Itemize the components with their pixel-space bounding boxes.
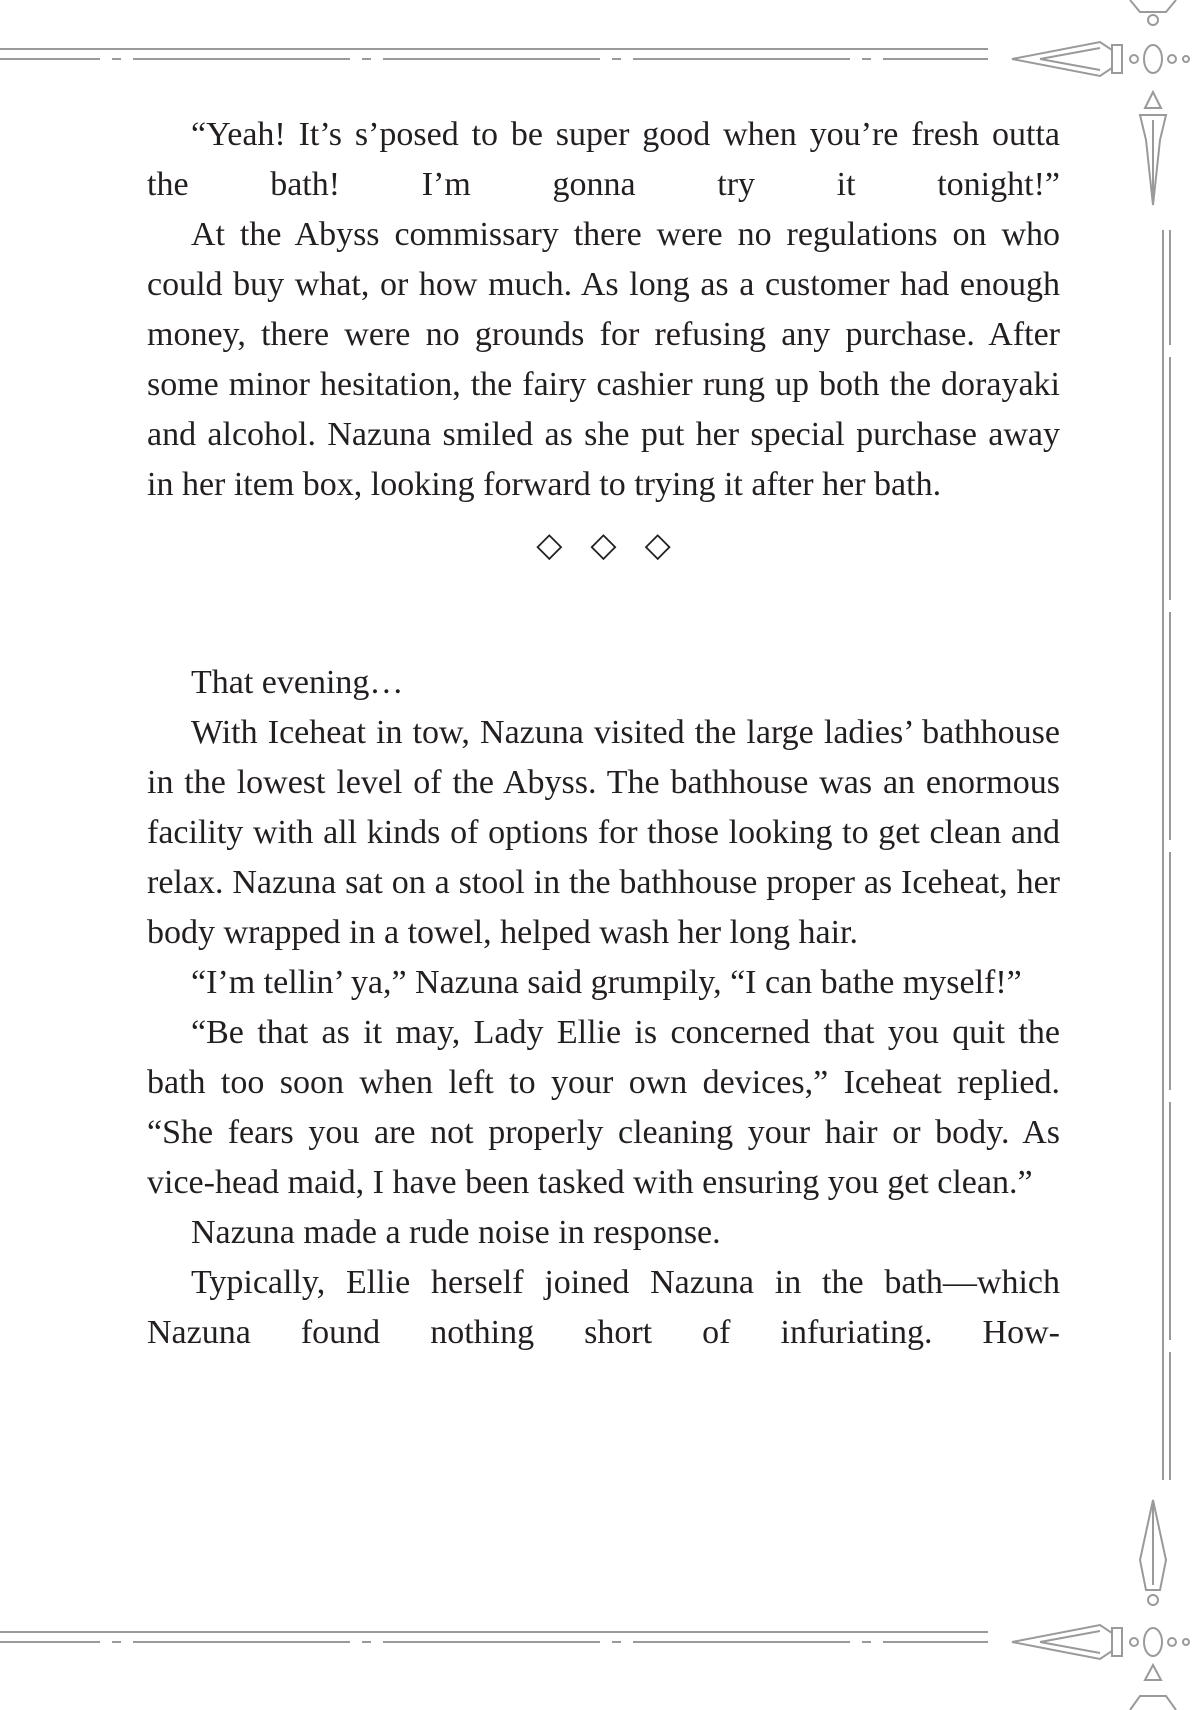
paragraph: Typically, Ellie herself joined Nazuna in the bath—which Nazuna found nothing short of infuriating. How- — [147, 1264, 1060, 1351]
diamond-ornament-icon: ◇ — [590, 525, 617, 565]
right-border — [1163, 230, 1170, 1480]
paragraph: Nazuna made a rude noise in response. — [191, 1214, 721, 1251]
book-text — [147, 110, 1060, 1358]
diamond-ornament-icon: ◇ — [536, 525, 563, 565]
paragraph: At the Abyss commissary there were no regulations on who could buy what, or how much. As long as a customer had enough money, there were no grounds for refusing any purchase. After some minor hesitation, the fairy cashier rung up both the dorayaki and alcohol. Nazuna smiled as she put her special purchase away in her item box, looking forward to trying it after her bath. — [147, 216, 1060, 503]
paragraph: With Iceheat in tow, Nazuna visited the large ladies’ bathhouse in the lowest level of the Abyss. The bathhouse was an enormous facility with all kinds of options for those looking to get clean and relax. Nazuna sat on a stool in the bathhouse proper as Iceheat, her body wrapped in a towel, helped wash her long hair. — [147, 714, 1060, 951]
top-border — [0, 49, 988, 59]
corner-ornament-bottom — [1012, 1500, 1189, 1710]
paragraph: “Be that as it may, Lady Ellie is concerned that you quit the bath too soon when left to your own devices,” Iceheat replied. “She fears you are not properly cleaning your hair or body. As vice-head maid, I have been tasked with ensuring you get clean.” — [147, 1014, 1060, 1201]
paragraph: “Yeah! It’s s’posed to be super good when you’re fresh outta the bath! I’m gonna try it tonight!” — [147, 116, 1060, 203]
paragraph: “I’m tellin’ ya,” Nazuna said grumpily, “I can bathe myself!” — [191, 964, 1022, 1001]
scene-break — [147, 510, 1060, 658]
paragraph: That evening… — [191, 664, 404, 701]
diamond-ornament-icon: ◇ — [644, 525, 671, 565]
bottom-border — [0, 1632, 988, 1642]
